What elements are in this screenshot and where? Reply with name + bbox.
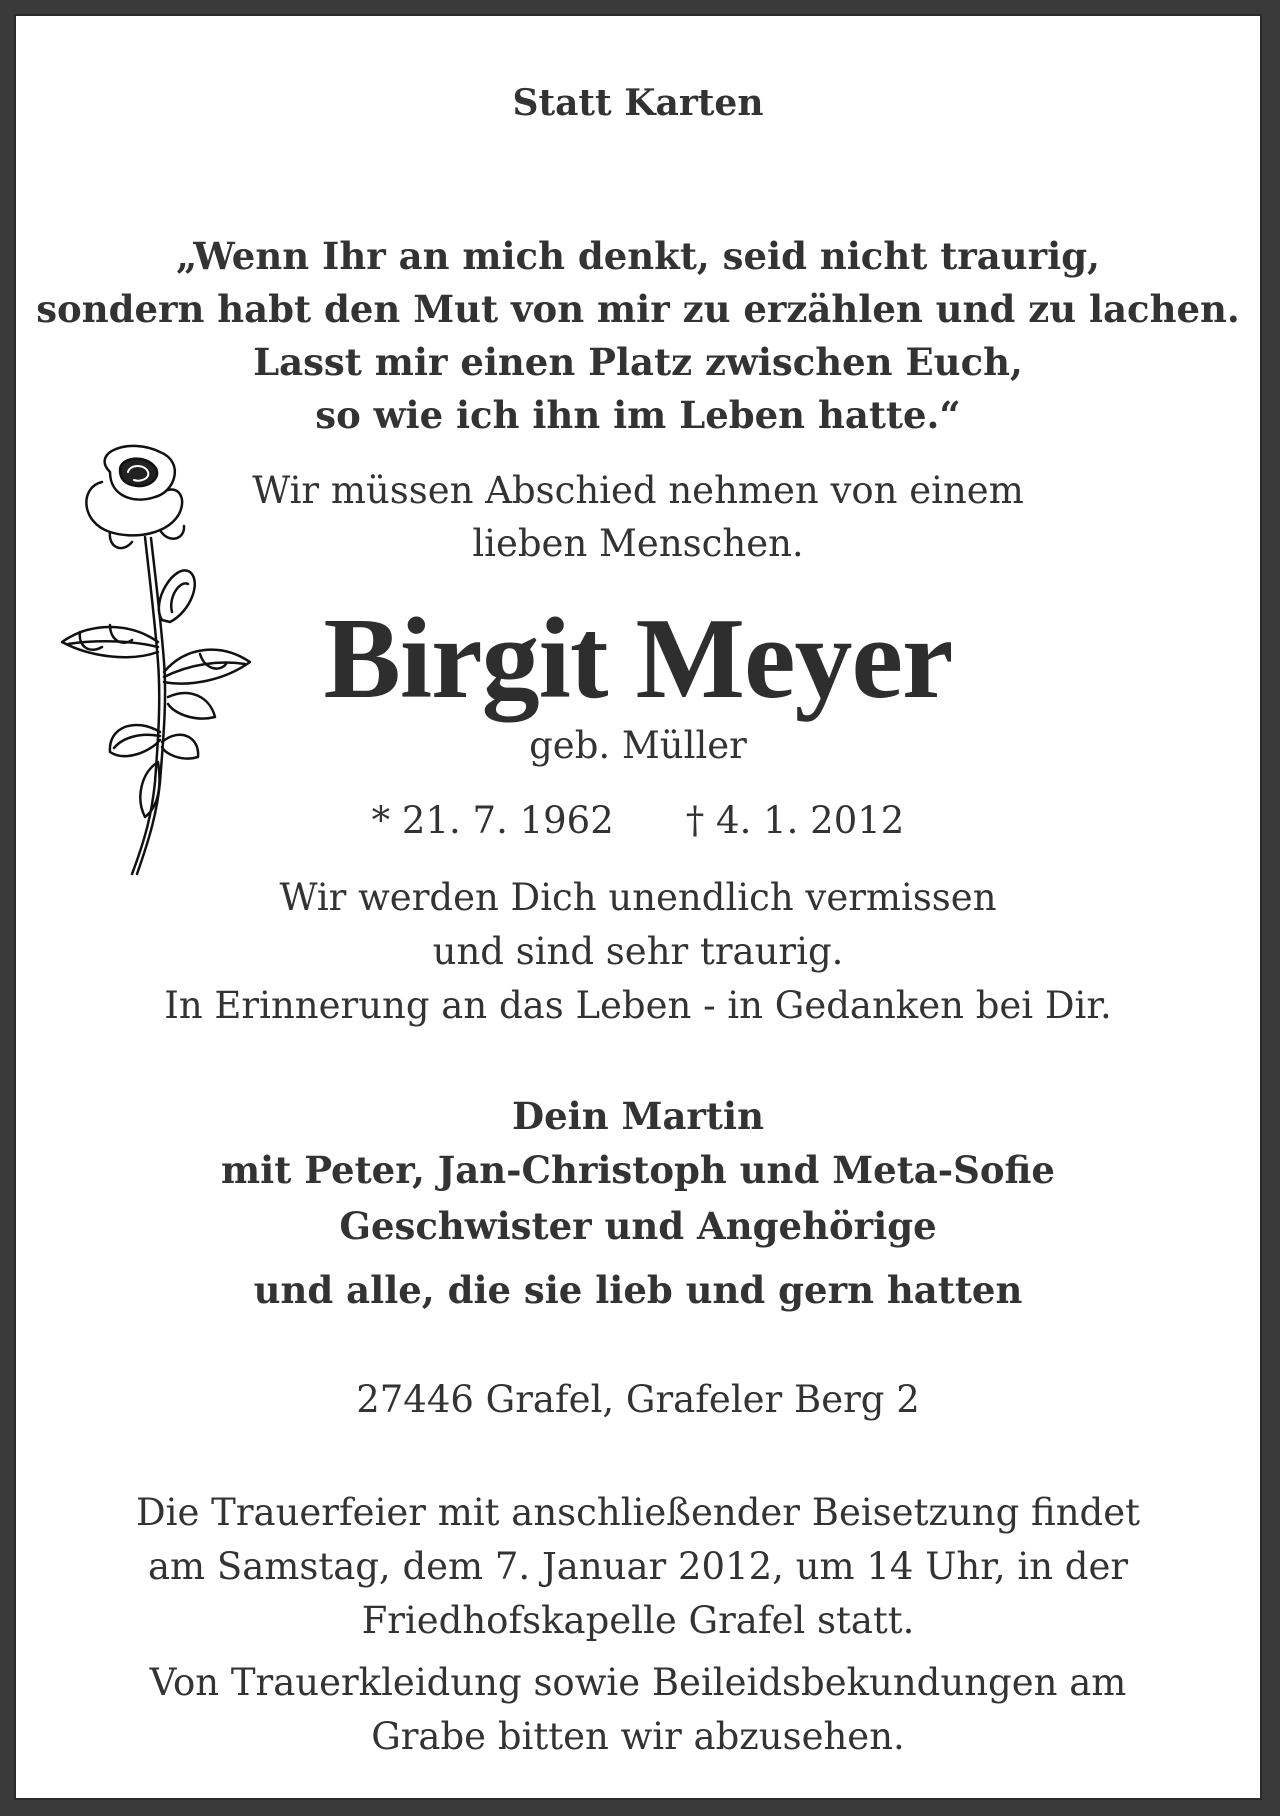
family-mourners xyxy=(16,1089,1260,1197)
quote-line: Lasst mir einen Platz zwischen Euch, xyxy=(253,340,1023,384)
remembrance-line: und sind sehr traurig. xyxy=(432,930,844,973)
deceased-name: Birgit Meyer xyxy=(323,595,953,723)
obituary-card xyxy=(14,14,1262,1800)
family-line: mit Peter, Jan-Christoph und Meta-Sofie xyxy=(221,1148,1055,1192)
quote-line: so wie ich ihn im Leben hatte.“ xyxy=(315,393,961,437)
ceremony-line: Friedhofskapelle Grafel statt. xyxy=(361,1599,915,1642)
ceremony-line: am Samstag, dem 7. Januar 2012, um 14 Uhr, in der xyxy=(147,1545,1129,1588)
ceremony-info xyxy=(16,1486,1260,1648)
quote-line: sondern habt den Mut von mir zu erzählen und zu lachen. xyxy=(36,287,1240,331)
quote-line: „Wenn Ihr an mich denkt, seid nicht traurig, xyxy=(176,234,1100,278)
maiden-name: geb. Müller xyxy=(529,724,747,767)
memorial-quote xyxy=(16,230,1260,442)
address: 27446 Grafel, Grafeler Berg 2 xyxy=(356,1378,920,1421)
note-line: Von Trauerkleidung sowie Beileidsbekundungen am xyxy=(149,1661,1127,1704)
condolence-note xyxy=(16,1656,1260,1764)
remembrance-line: Wir werden Dich unendlich vermissen xyxy=(279,876,997,919)
family-line: und alle, die sie lieb und gern hatten xyxy=(253,1268,1023,1312)
family-line: Geschwister und Angehörige xyxy=(339,1204,937,1248)
ceremony-line: Die Trauerfeier mit anschließender Beisetzung findet xyxy=(135,1491,1140,1534)
remembrance-text xyxy=(16,871,1260,1033)
intro-line: lieben Menschen. xyxy=(472,522,804,565)
family-line: Dein Martin xyxy=(512,1094,764,1138)
death-date: † 4. 1. 2012 xyxy=(685,799,905,842)
note-line: Grabe bitten wir abzusehen. xyxy=(371,1715,905,1758)
intro-line: Wir müssen Abschied nehmen von einem xyxy=(252,469,1024,512)
remembrance-line: In Erinnerung an das Leben - in Gedanken bei Dir. xyxy=(164,984,1112,1027)
intro-text xyxy=(16,464,1260,570)
birth-date: * 21. 7. 1962 xyxy=(371,799,614,842)
life-dates xyxy=(16,799,1260,842)
header-statt-karten: Statt Karten xyxy=(512,82,764,124)
